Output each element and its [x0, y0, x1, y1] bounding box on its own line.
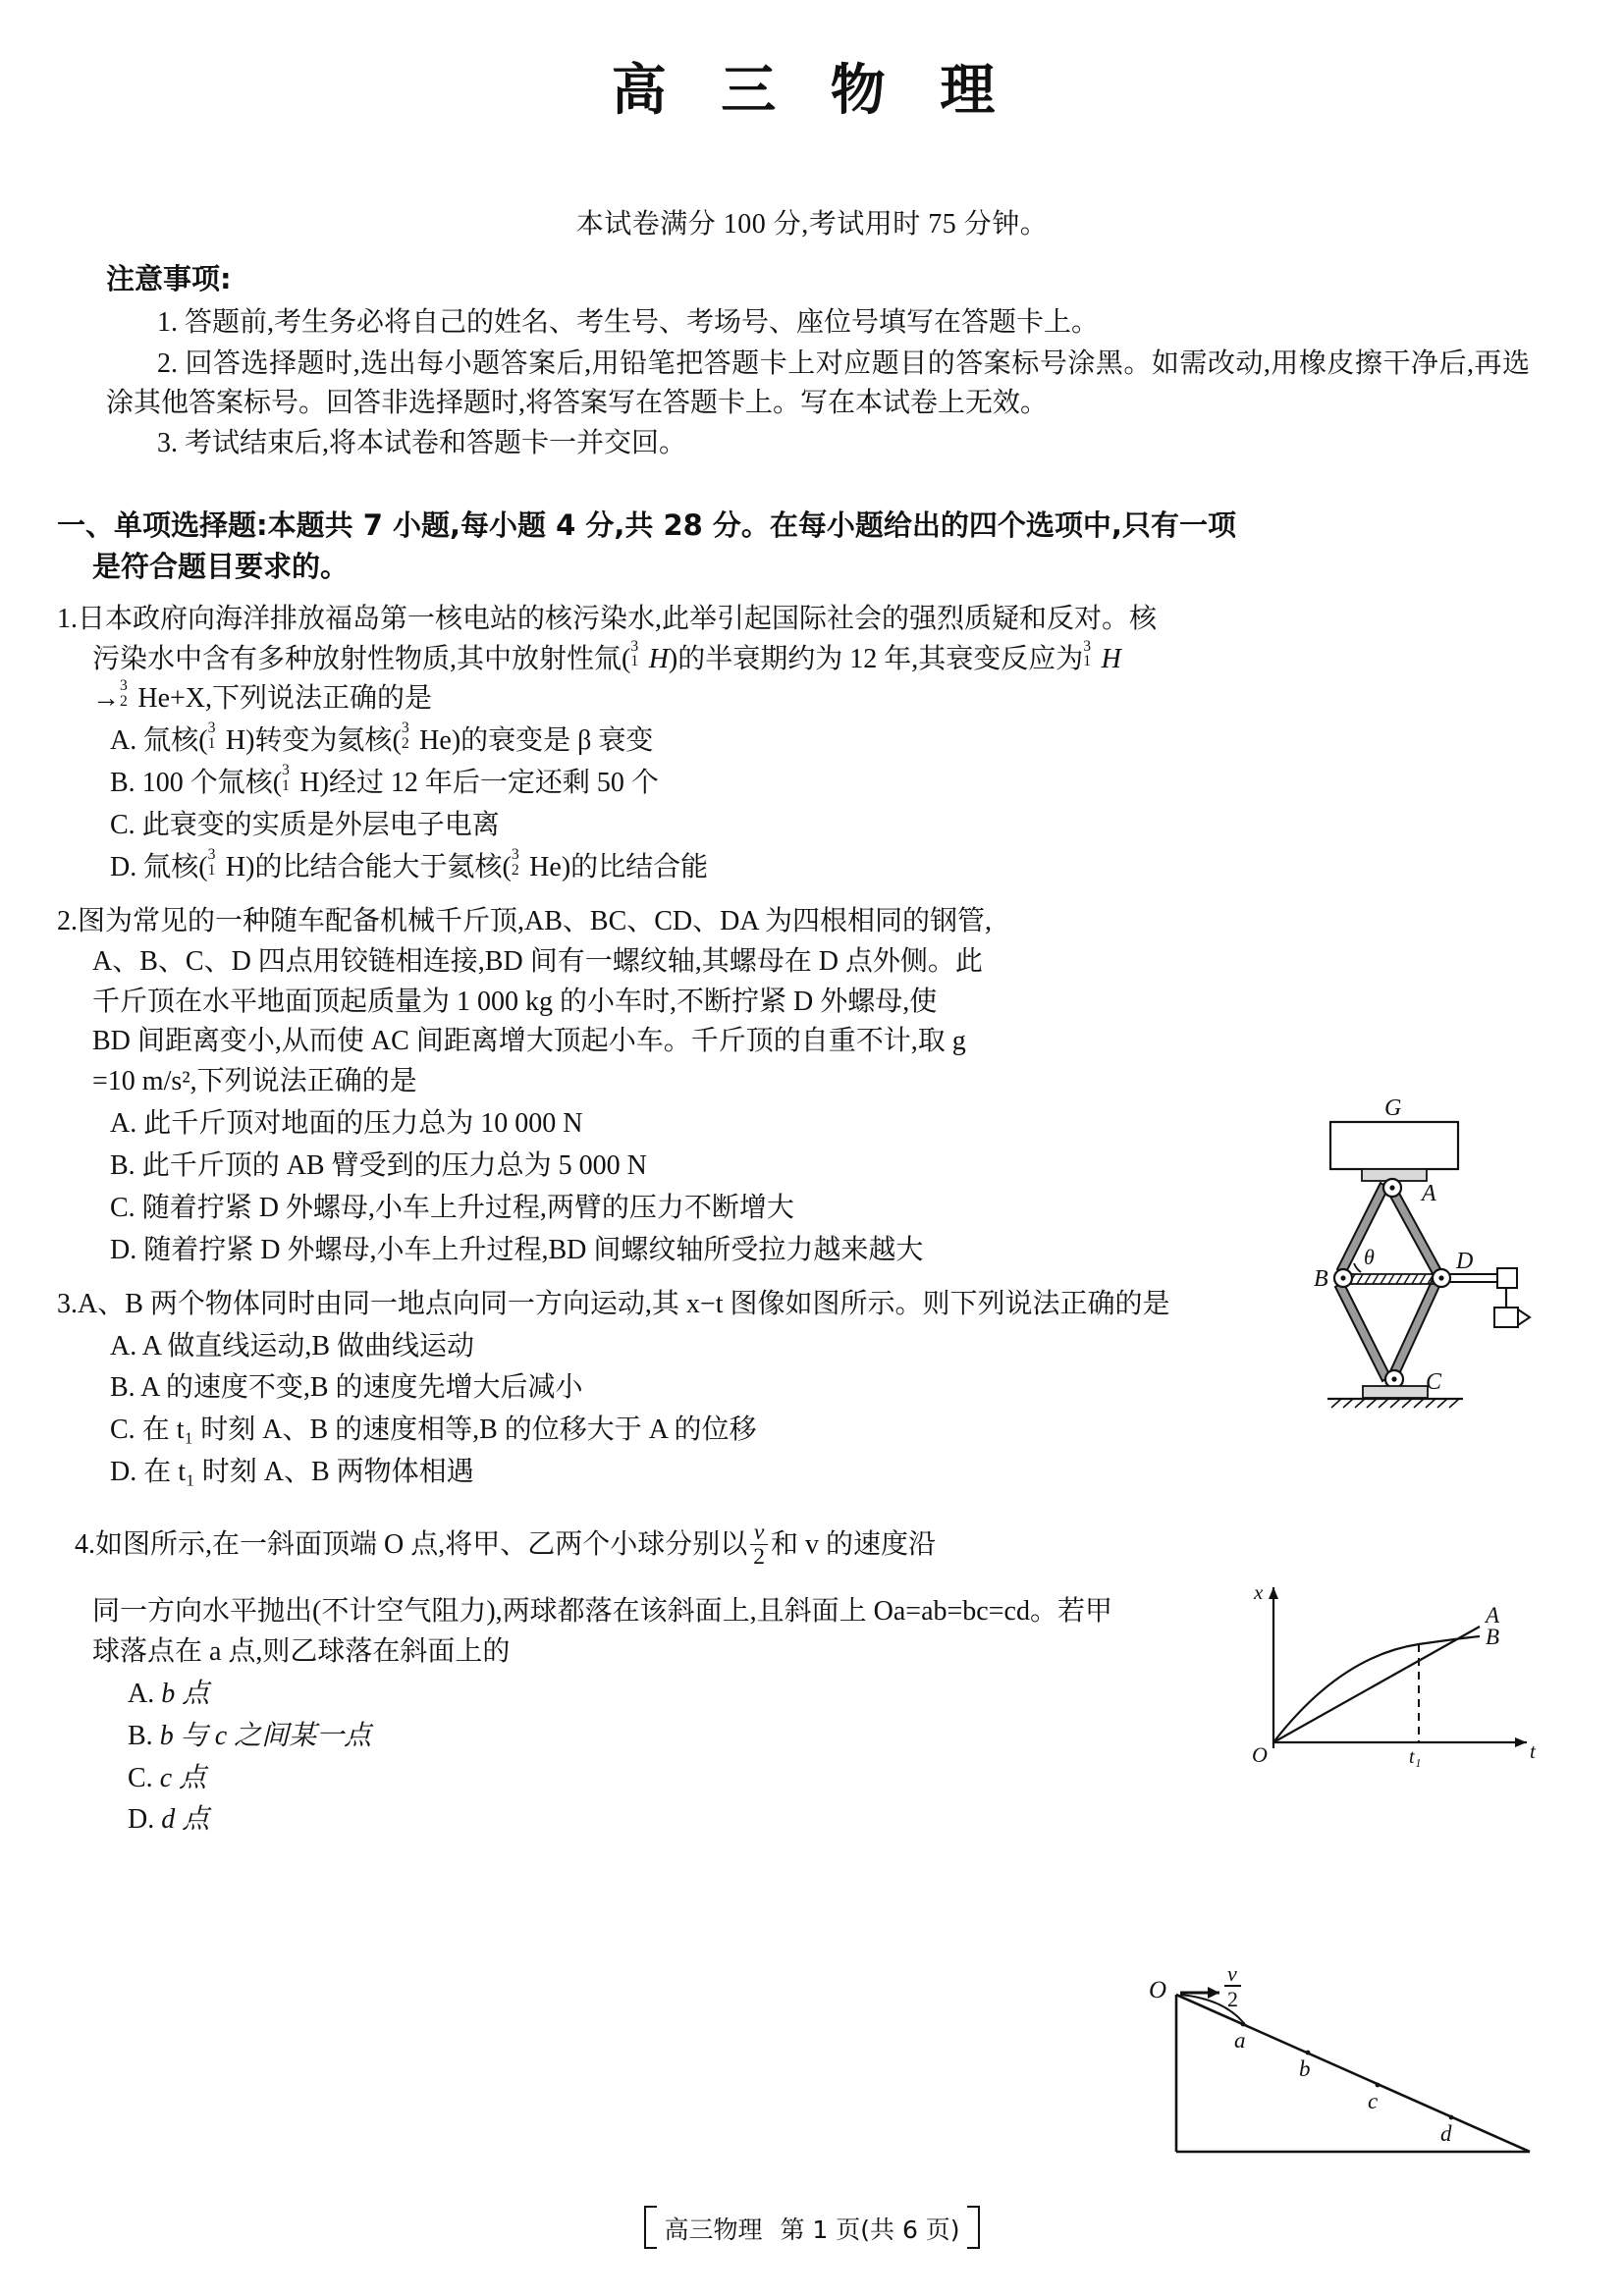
question-2-option-a[interactable] [57, 1104, 1241, 1145]
jack-label-C: C [1426, 1369, 1442, 1395]
question-4-stem-line1 [57, 1522, 1598, 1571]
question-4-stem-part-a: 如图所示,在一斜面顶端 O 点,将甲、乙两个小球分别以 [95, 1528, 748, 1560]
option-key: C. [110, 1192, 135, 1223]
question-2-line-5: =10 m/s²,下列说法正确的是 [92, 1066, 417, 1097]
fraction-denominator: 2 [753, 1544, 765, 1571]
nuclide-mass-number: 3 [120, 677, 128, 695]
option-text-post: )的比结合能 [561, 851, 709, 882]
question-1-stem-part2a: 污染水中含有多种放射性物质,其中放射性氚( [92, 643, 631, 674]
question-2-line-3: 千斤顶在水平地面顶起质量为 1 000 kg 的小车时,不断拧紧 D 外螺母,使 [92, 986, 938, 1017]
curve-label-B: B [1486, 1625, 1500, 1649]
notice-item-3: 3. 考试结束后,将本试卷和答题卡一并交回。 [157, 428, 687, 459]
option-text-post: )的衰变是 β 衰变 [451, 725, 654, 757]
question-1-stem-part2b: )的半衰期约为 12 年,其衰变反应为 [668, 643, 1084, 674]
option-key: B. [110, 1372, 135, 1404]
velocity-label-numerator: v [1227, 1961, 1237, 1986]
option-text: 此千斤顶的 AB 臂受到的压力总为 5 000 N [141, 1150, 647, 1182]
nuclide-symbol-he: He [419, 725, 452, 757]
footer-subject: 高三物理 [664, 2216, 763, 2244]
question-1-stem-line3 [57, 679, 1598, 720]
page-title: 高 三 物 理 [611, 59, 1013, 123]
option-text: b 与 c 之间某一点 [159, 1720, 372, 1751]
jack-label-A: A [1422, 1181, 1436, 1206]
question-1-number: 1. [57, 603, 78, 634]
nuclide-atomic-number: 1 [207, 861, 216, 879]
nuclide-atomic-number: 1 [207, 735, 216, 753]
curve-label-A: A [1486, 1603, 1500, 1628]
nuclide-tritium-icon [630, 637, 647, 670]
option-text-mid: )的比结合能大于氦核( [245, 851, 512, 882]
question-3-stem-text: A、B 两个物体同时由同一地点向同一方向运动,其 x−t 图像如图所示。则下列说法正确的是 [78, 1288, 1170, 1319]
section-heading-line-2: 是符合题目要求的。 [92, 550, 350, 584]
jack-label-G: G [1384, 1095, 1402, 1121]
nuclide-tritium-icon-2 [1083, 637, 1100, 670]
option-key: D. [128, 1804, 155, 1836]
notice-item-2: 2. 回答选择题时,选出每小题答案后,用铅笔把答题卡上对应题目的答案标号涂黑。如需改动,用橡皮擦干净后,再选涂其他答案标号。回答非选择题时,将答案写在答题卡上。写在本试卷上无效。 [106, 347, 1530, 418]
notice-title: 注意事项: [106, 262, 232, 295]
question-1-stem [57, 600, 1598, 640]
nuclide-mass-number: 3 [207, 845, 216, 863]
option-key: D. [110, 1234, 137, 1265]
option-text: 在 t₁ 时刻 A、B 两物体相遇 [143, 1457, 474, 1488]
question-2-option-b[interactable] [57, 1147, 1241, 1187]
nuclide-symbol-h: H [225, 851, 246, 882]
option-key: A. [110, 725, 137, 757]
nuclide-symbol-h: H [648, 643, 669, 674]
jack-label-theta: θ [1364, 1245, 1375, 1269]
option-key: B. [128, 1720, 153, 1751]
nuclide-mass-number: 3 [630, 637, 639, 655]
nuclide-helium-icon [120, 677, 136, 711]
nuclide-tritium-icon [207, 720, 225, 753]
footer-bracket [660, 2211, 963, 2246]
inclined-plane-figure [1139, 1953, 1571, 2204]
nuclide-symbol-he: He [529, 851, 562, 882]
question-4-stem-line2: 同一方向水平抛出(不计空气阻力),两球都落在该斜面上,且斜面上 Oa=ab=bc=cd。若甲 [92, 1596, 1112, 1627]
question-3-number: 3. [57, 1288, 78, 1319]
incline-label-O: O [1149, 1977, 1167, 2003]
question-4-number: 4. [75, 1528, 95, 1560]
option-key: A. [110, 1330, 137, 1362]
axis-label-t: t [1530, 1739, 1536, 1763]
question-2-line-1: 图为常见的一种随车配备机械千斤顶,AB、BC、CD、DA 为四根相同的钢管, [78, 905, 993, 936]
nuclide-tritium-icon [282, 762, 298, 795]
tick-label-t1: t₁ [1409, 1746, 1422, 1767]
nuclide-helium-icon [401, 720, 418, 753]
nuclide-symbol-h: H [299, 768, 320, 799]
option-key: D. [110, 1457, 137, 1488]
nuclide-symbol-h: H [225, 725, 246, 757]
nuclide-mass-number: 3 [511, 845, 519, 863]
nuclide-atomic-number: 2 [120, 693, 128, 711]
option-key: A. [128, 1678, 155, 1709]
notice-section [0, 257, 1624, 463]
fraction-numerator: v [750, 1521, 768, 1545]
incline-label-b: b [1299, 2056, 1311, 2081]
nuclide-symbol-h-2: H [1101, 643, 1121, 674]
nuclide-mass-number: 3 [1083, 637, 1092, 655]
option-text-post: )经过 12 年后一定还剩 50 个 [319, 768, 659, 799]
question-4-stem-line3: 球落点在 a 点,则乙球落在斜面上的 [92, 1635, 511, 1667]
option-key: B. [110, 1150, 135, 1182]
option-text: 此千斤顶对地面的压力总为 10 000 N [143, 1108, 583, 1140]
arrow-icon: → [92, 683, 120, 715]
option-key: B. [110, 768, 135, 799]
section-heading [0, 505, 1624, 588]
incline-label-a: a [1234, 2028, 1246, 2053]
option-text: c 点 [159, 1762, 207, 1793]
option-text: b 点 [161, 1678, 210, 1709]
nuclide-atomic-number: 1 [282, 777, 290, 795]
option-text: A 做直线运动,B 做曲线运动 [141, 1330, 475, 1362]
page-footer [0, 2211, 1624, 2246]
nuclide-helium-icon [511, 845, 528, 879]
option-text-pre: 100 个氚核( [141, 768, 283, 799]
question-1-option-c[interactable] [57, 806, 1598, 846]
question-4-option-d[interactable] [57, 1800, 1598, 1841]
option-text: 在 t₁ 时刻 A、B 的速度相等,B 的位移大于 A 的位移 [141, 1415, 757, 1446]
option-text: 此衰变的实质是外层电子电离 [141, 810, 500, 841]
question-1-option-b[interactable] [57, 764, 1598, 804]
option-key: A. [110, 1108, 137, 1140]
option-text-mid: )转变为氦核( [245, 725, 402, 757]
option-text-pre: 氚核( [143, 725, 208, 757]
question-2-option-d[interactable] [57, 1231, 1269, 1271]
question-2-line-4: BD 间距离变小,从而使 AC 间距离增大顶起小车。千斤顶的自重不计,取 g [92, 1026, 966, 1057]
velocity-label-denominator: 2 [1227, 1987, 1238, 2011]
question-1-stem-part1: 日本政府向海洋排放福岛第一核电站的核污染水,此举引起国际社会的强烈质疑和反对。核 [78, 603, 1158, 634]
section-heading-line-1: 一、单项选择题:本题共 7 小题,每小题 4 分,共 28 分。在每小题给出的四个选项中,只有一项 [57, 508, 1236, 542]
scissor-jack-figure [1276, 1090, 1571, 1418]
question-2-number: 2. [57, 905, 78, 936]
option-text: A 的速度不变,B 的速度先增大后减小 [140, 1372, 583, 1404]
axis-origin-label: O [1252, 1742, 1268, 1767]
exam-info-line: 本试卷满分 100 分,考试用时 75 分钟。 [575, 209, 1049, 240]
question-1-option-d[interactable] [57, 845, 1598, 888]
question-1-stem-line2 [57, 637, 1598, 680]
nuclide-symbol-he: He [137, 683, 171, 715]
option-text: d 点 [161, 1804, 210, 1836]
question-1-stem-part3b: +X,下列说法正确的是 [170, 683, 433, 715]
nuclide-atomic-number: 1 [630, 653, 639, 670]
x-t-graph-figure [1232, 1566, 1556, 1772]
question-2-line-2: A、B、C、D 四点用铰链相连接,BD 间有一螺纹轴,其螺母在 D 点外侧。此 [92, 945, 983, 977]
incline-label-c: c [1368, 2089, 1379, 2113]
option-text: 随着拧紧 D 外螺母,小车上升过程,BD 间螺纹轴所受拉力越来越大 [143, 1234, 924, 1265]
nuclide-mass-number: 3 [401, 720, 409, 737]
question-4-stem-part-b: 和 v 的速度沿 [771, 1528, 937, 1560]
option-key: C. [128, 1762, 153, 1793]
question-2-stem-line1 [57, 902, 1241, 942]
notice-item-1: 1. 答题前,考生务必将自己的姓名、考生号、考场号、座位号填写在答题卡上。 [157, 307, 1100, 338]
question-2-option-c[interactable] [57, 1189, 1229, 1229]
nuclide-tritium-icon [207, 845, 225, 879]
axis-label-x: x [1254, 1580, 1264, 1604]
option-text: 随着拧紧 D 外螺母,小车上升过程,两臂的压力不断增大 [141, 1192, 794, 1223]
question-1 [0, 600, 1624, 888]
option-key: C. [110, 1415, 135, 1446]
incline-label-d: d [1440, 2121, 1452, 2146]
jack-label-B: B [1314, 1266, 1328, 1292]
nuclide-atomic-number: 1 [1083, 653, 1092, 670]
question-3-option-d[interactable] [57, 1453, 1598, 1493]
option-text-pre: 氚核( [143, 851, 208, 882]
option-key: D. [110, 851, 137, 882]
nuclide-mass-number: 3 [282, 762, 290, 779]
footer-page-number: 第 1 页(共 6 页) [780, 2216, 960, 2244]
nuclide-atomic-number: 2 [401, 735, 409, 753]
nuclide-atomic-number: 2 [511, 861, 519, 879]
question-1-option-a[interactable] [57, 721, 1598, 762]
option-key: C. [110, 810, 135, 841]
jack-label-D: D [1456, 1249, 1474, 1274]
nuclide-mass-number: 3 [207, 720, 216, 737]
velocity-fraction [750, 1521, 768, 1569]
